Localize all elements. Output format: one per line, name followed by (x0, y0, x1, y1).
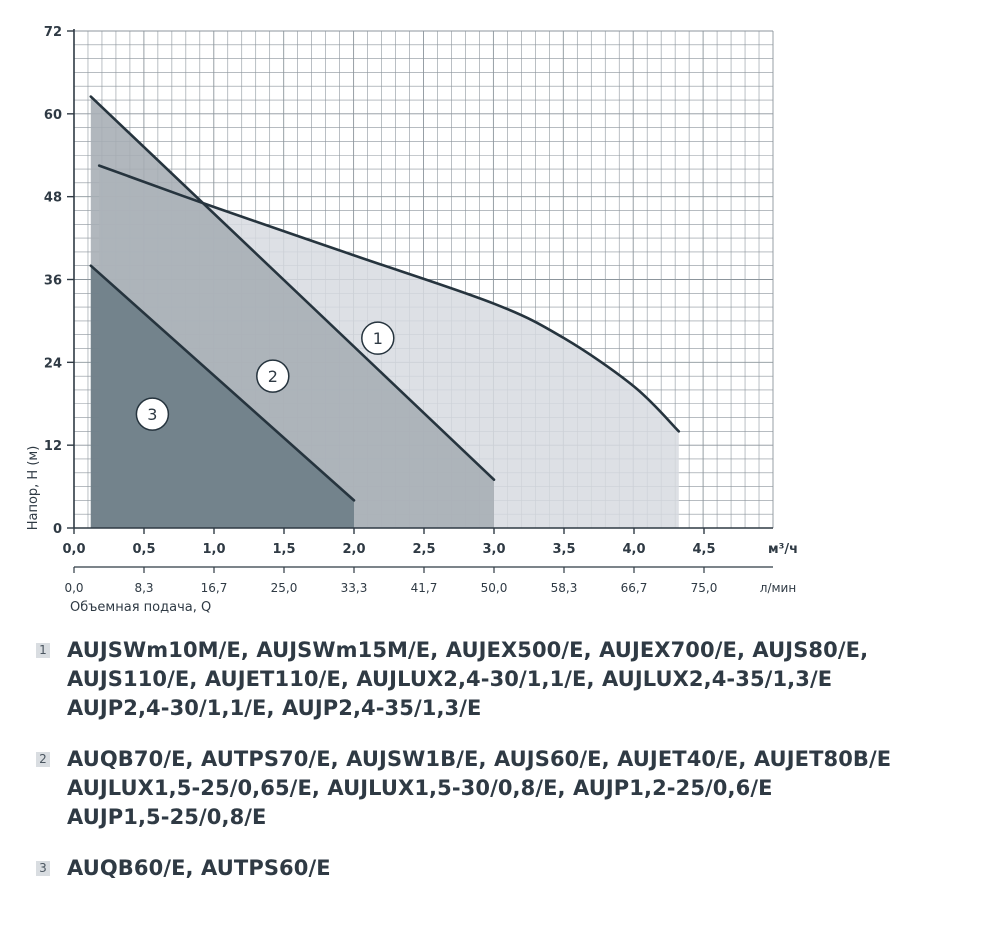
x-tick-label-secondary: 75,0 (690, 581, 718, 595)
x-tick-label-secondary: 0,0 (64, 581, 84, 595)
legend-line: AUJP2,4-30/1,1/E, AUJP2,4-35/1,3/E (67, 696, 482, 720)
legend-line: AUJP1,5-25/0,8/E (67, 805, 267, 829)
series-marker-2 (257, 360, 289, 392)
legend-models (67, 636, 868, 723)
x-axis-label: Объемная подача, Q (70, 600, 212, 615)
legend-line: AUJLUX1,5-25/0,65/E, AUJLUX1,5-30/0,8/E, AUJP1,2-25/0,6/E (67, 776, 773, 800)
legend (36, 636, 996, 905)
legend-line: AUJSWm10M/E, AUJSWm15M/E, AUJEX500/E, AUJEX700/E, AUJS80/E, (67, 638, 869, 662)
y-axis-label: Напор, H (м) (26, 445, 41, 531)
x-unit-top: м³/ч (768, 542, 798, 557)
x-tick-label-secondary: 41,7 (410, 581, 438, 595)
y-tick-label: 60 (43, 107, 62, 123)
legend-models (67, 854, 331, 883)
series-marker-label: 1 (372, 329, 383, 349)
legend-number: 1 (36, 643, 50, 658)
x-tick-label: 0,5 (132, 542, 156, 557)
y-tick-label: 36 (43, 273, 62, 289)
x-tick-label-secondary: 50,0 (480, 581, 508, 595)
y-tick-label: 72 (43, 25, 62, 40)
legend-number: 3 (36, 861, 50, 876)
x-tick-label-secondary: 25,0 (270, 581, 298, 595)
x-unit-bottom: л/мин (759, 581, 797, 595)
x-tick-label-secondary: 16,7 (200, 581, 228, 595)
legend-models (67, 745, 891, 832)
legend-line: AUJS110/E, AUJET110/E, AUJLUX2,4-30/1,1/E, AUJLUX2,4-35/1,3/E (67, 667, 833, 691)
y-tick-label: 48 (43, 190, 62, 206)
legend-line: AUQB60/E, AUTPS60/E (67, 856, 331, 880)
x-tick-label: 2,5 (412, 542, 436, 557)
series-marker-label: 3 (147, 405, 158, 425)
x-tick-label: 0,0 (62, 542, 86, 557)
legend-line: AUQB70/E, AUTPS70/E, AUJSW1B/E, AUJS60/E, AUJET40/E, AUJET80B/E (67, 747, 892, 771)
x-tick-label-secondary: 58,3 (550, 581, 578, 595)
series-marker-3 (136, 398, 168, 430)
x-tick-label: 4,0 (622, 542, 646, 557)
x-tick-label: 1,5 (272, 542, 296, 557)
x-tick-label: 3,0 (482, 542, 506, 557)
x-tick-label-secondary: 33,3 (340, 581, 368, 595)
legend-item-1 (36, 636, 996, 723)
y-tick-label: 0 (52, 522, 62, 537)
series-marker-label: 2 (267, 367, 278, 387)
series-marker-1 (362, 322, 394, 354)
x-tick-label: 1,0 (202, 542, 226, 557)
x-tick-label: 4,5 (692, 542, 716, 557)
y-tick-label: 24 (43, 356, 62, 372)
legend-number: 2 (36, 752, 50, 767)
y-tick-label: 12 (43, 439, 62, 455)
legend-item-2 (36, 745, 996, 832)
legend-item-3 (36, 854, 996, 883)
x-tick-label: 2,0 (342, 542, 366, 557)
x-tick-label-secondary: 8,3 (134, 581, 154, 595)
x-tick-label: 3,5 (552, 542, 576, 557)
x-tick-label-secondary: 66,7 (620, 581, 648, 595)
chart-areas (91, 97, 679, 528)
